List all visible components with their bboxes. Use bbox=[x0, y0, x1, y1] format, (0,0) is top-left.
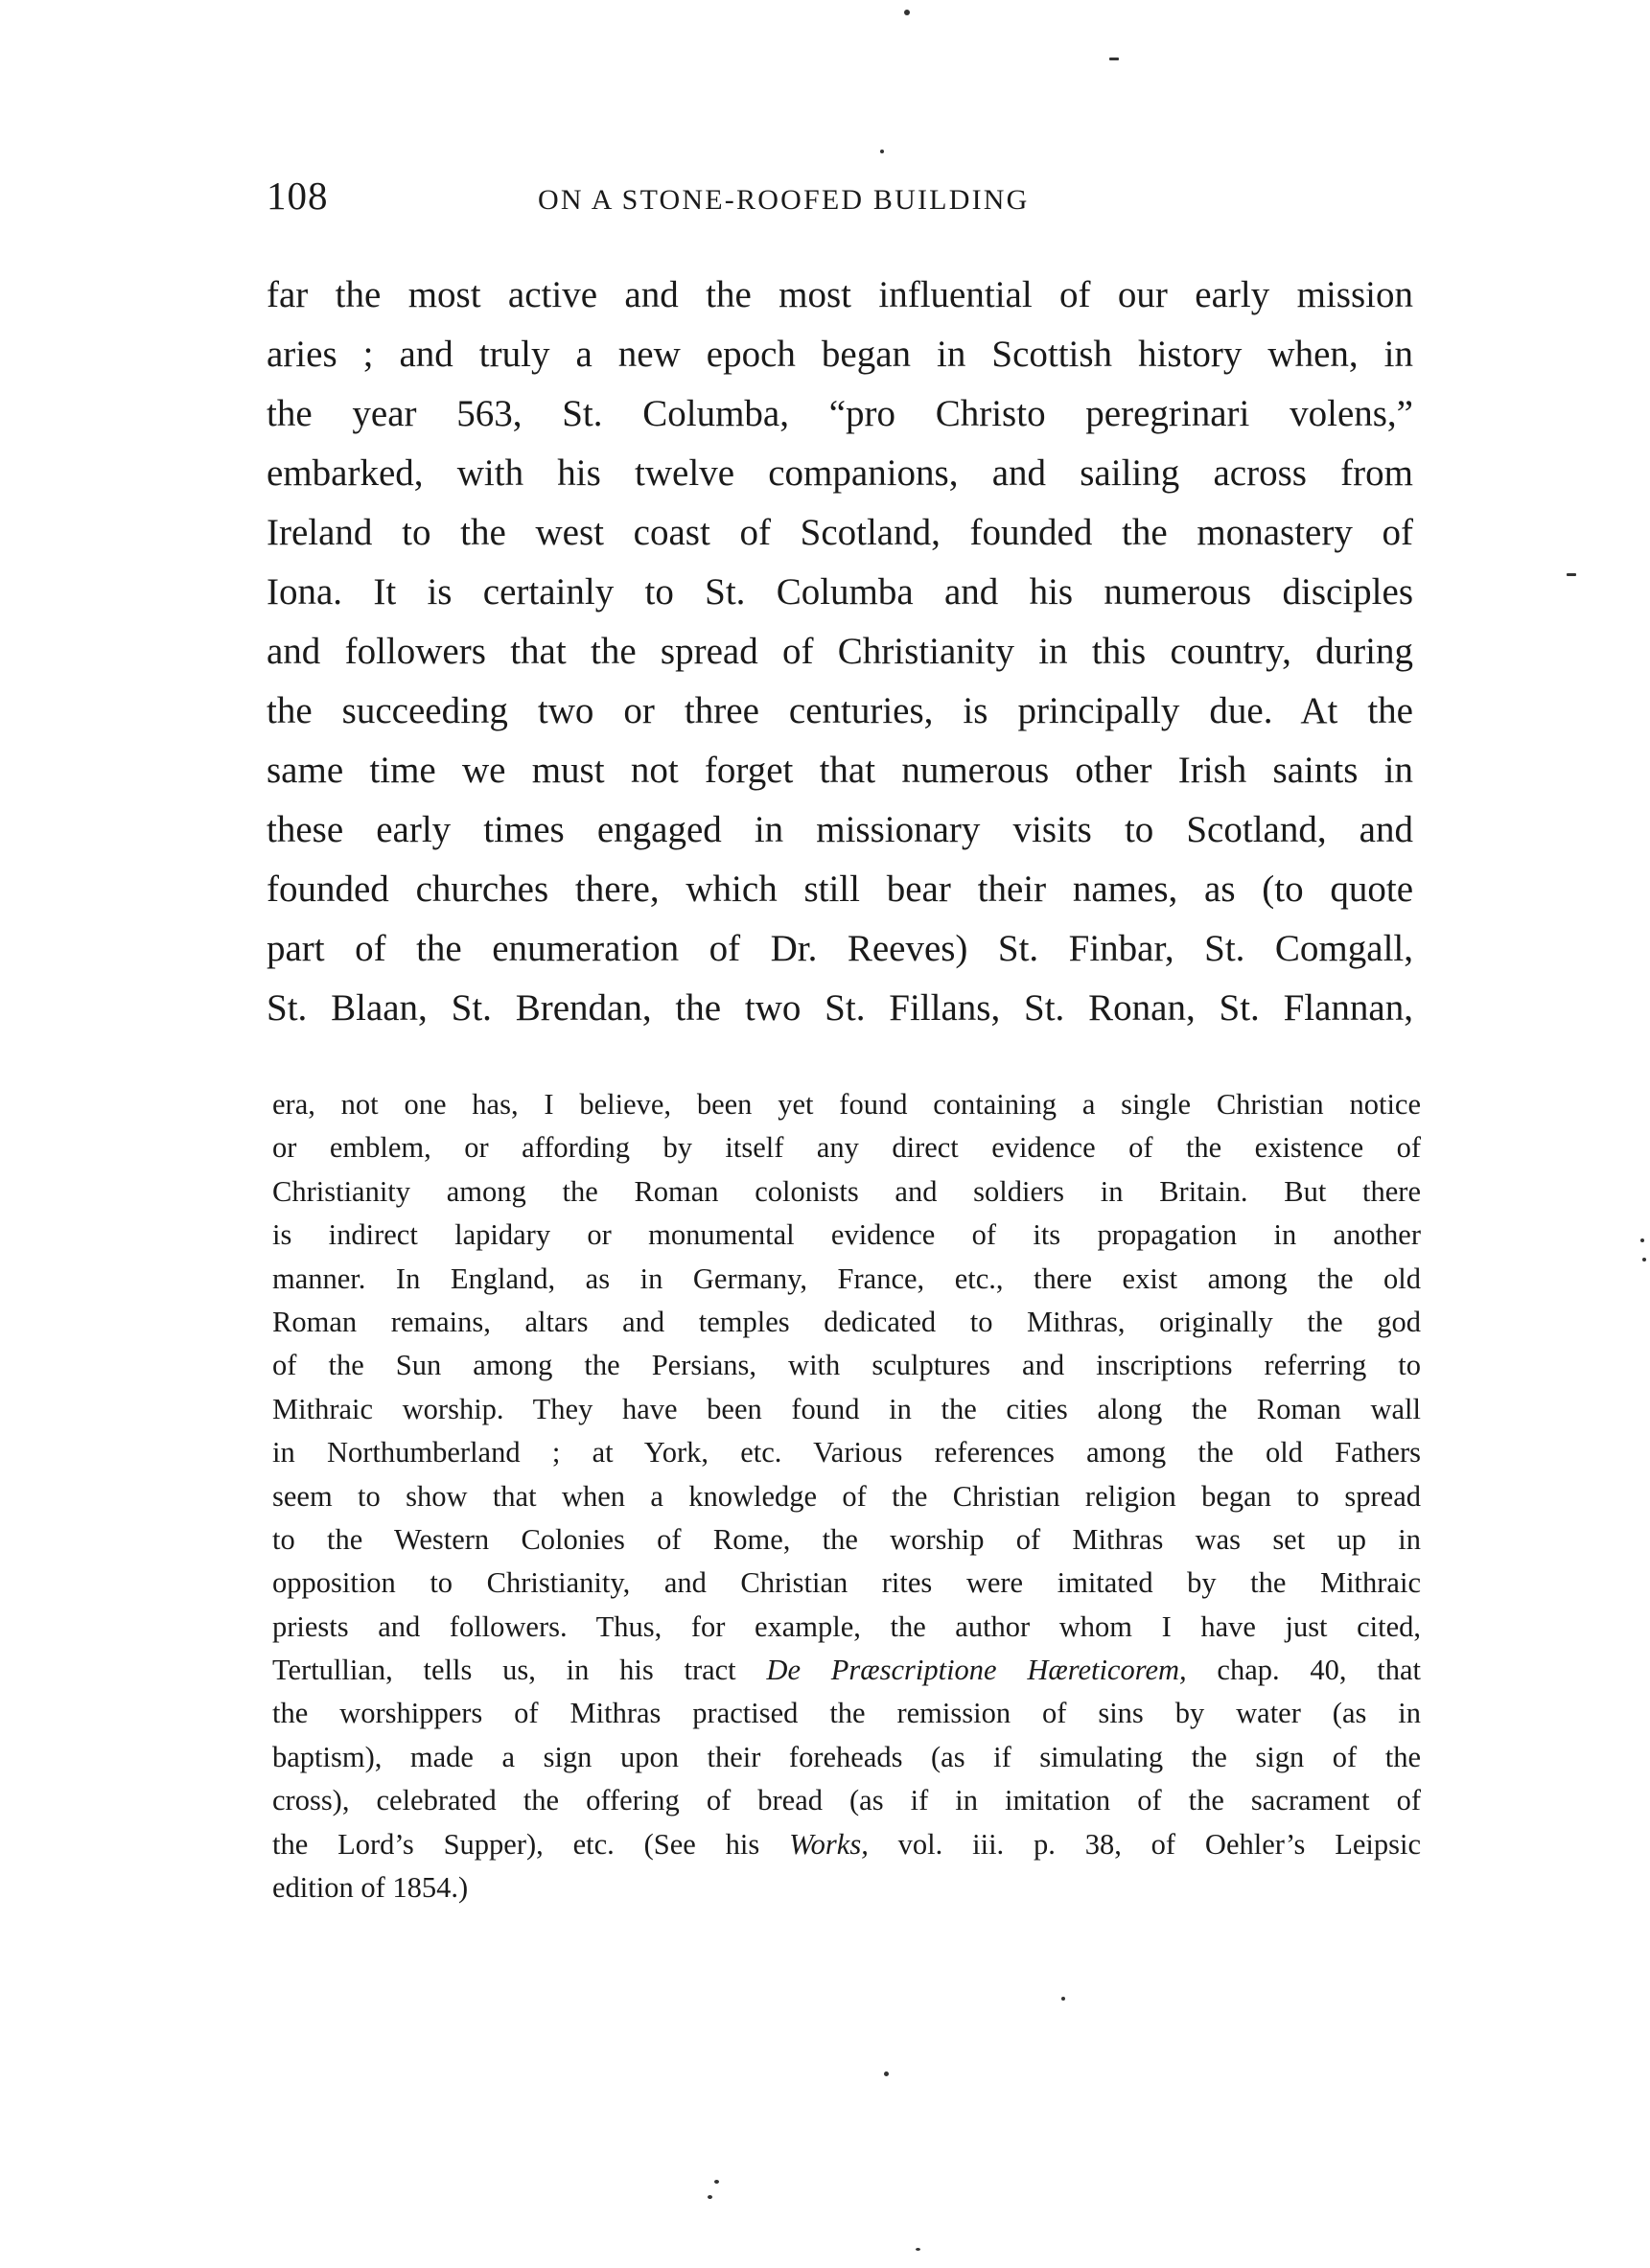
footnote-line bbox=[272, 1562, 1421, 1605]
footnote-line bbox=[272, 1606, 1421, 1649]
body-text bbox=[267, 266, 1413, 1038]
footnote-text: Tertullian, tells us, in his tract bbox=[272, 1654, 767, 1687]
scan-speck bbox=[1109, 58, 1119, 60]
footnote-line bbox=[272, 1518, 1421, 1562]
page-number: 108 bbox=[267, 174, 329, 218]
scan-speck bbox=[714, 2180, 719, 2184]
footnote-text: to the Western Colonies of Rome, the worship of Mithras was set up in bbox=[272, 1522, 1421, 1556]
running-head: ON A STONE-ROOFED BUILDING bbox=[538, 184, 1030, 216]
footnote-text: Christianity among the Roman colonists and soldiers in Britain. But there bbox=[272, 1174, 1421, 1208]
footnote-text: Mithraic worship. They have been found in the cities along the Roman wall bbox=[272, 1392, 1421, 1425]
page-header bbox=[267, 173, 1417, 230]
footnote-line bbox=[272, 1258, 1421, 1301]
scan-speck bbox=[1640, 1238, 1644, 1242]
body-line: and followers that the spread of Christianity in this country, during bbox=[267, 631, 1413, 672]
body-line: founded churches there, which still bear their names, as (to quote bbox=[267, 868, 1413, 910]
scan-speck bbox=[1642, 1258, 1646, 1261]
scan-speck bbox=[708, 2195, 712, 2199]
footnote-text: opposition to Christianity, and Christian rites were imitated by the Mithraic bbox=[272, 1566, 1421, 1600]
body-line: the succeeding two or three centuries, is principally due. At the bbox=[267, 690, 1413, 731]
footnote-line bbox=[272, 1214, 1421, 1257]
footnote-text: the Lord’s Supper), etc. (See his bbox=[272, 1827, 790, 1861]
footnote-text: edition of 1854.) bbox=[272, 1871, 469, 1905]
footnote-line bbox=[272, 1301, 1421, 1344]
footnote-line bbox=[272, 1866, 1421, 1909]
body-line: part of the enumeration of Dr. Reeves) St. Finbar, St. Comgall, bbox=[267, 928, 1413, 969]
footnote-line bbox=[272, 1170, 1421, 1214]
footnote-line bbox=[272, 1344, 1421, 1387]
footnote-line bbox=[272, 1692, 1421, 1735]
footnote-line bbox=[272, 1736, 1421, 1779]
footnote-line bbox=[272, 1388, 1421, 1431]
scan-speck bbox=[904, 10, 910, 15]
footnote-text: or emblem, or affording by itself any direct evidence of the existence of bbox=[272, 1131, 1421, 1165]
footnote-text: of the Sun among the Persians, with sculptures and inscriptions referring to bbox=[272, 1349, 1421, 1382]
body-line: St. Blaan, St. Brendan, the two St. Fillans, St. Ronan, St. Flannan, bbox=[267, 987, 1413, 1029]
scan-speck bbox=[1567, 573, 1576, 576]
body-line: Iona. It is certainly to St. Columba and his numerous disciples bbox=[267, 571, 1413, 613]
footnote-line bbox=[272, 1126, 1421, 1169]
scan-speck bbox=[880, 150, 884, 153]
footnote-text: baptism), made a sign upon their foreheads (as if simulating the sign of the bbox=[272, 1740, 1421, 1773]
body-line: far the most active and the most influential of our early mission bbox=[267, 274, 1413, 315]
footnote-text: manner. In England, as in Germany, France, etc., there exist among the old bbox=[272, 1261, 1421, 1295]
footnote-text: vol. iii. p. 38, of Oehler’s Leipsic bbox=[868, 1827, 1421, 1861]
body-line: Ireland to the west coast of Scotland, founded the monastery of bbox=[267, 512, 1413, 553]
body-line: these early times engaged in missionary visits to Scotland, and bbox=[267, 809, 1413, 850]
body-line: aries ; and truly a new epoch began in Scottish history when, in bbox=[267, 334, 1413, 375]
scan-speck bbox=[884, 2071, 889, 2076]
footnote-line bbox=[272, 1649, 1421, 1692]
footnote-text: era, not one has, I believe, been yet found containing a single Christian notice bbox=[272, 1088, 1421, 1121]
footnote-text: chap. 40, that bbox=[1186, 1654, 1422, 1687]
footnote-text: in Northumberland ; at York, etc. Various references among the old Fathers bbox=[272, 1436, 1421, 1470]
footnote-italic-title: De Præscriptione Hæreticorem, bbox=[766, 1654, 1187, 1687]
footnote-text: Roman remains, altars and temples dedicated to Mithras, originally the god bbox=[272, 1305, 1421, 1338]
footnote-text: cross), celebrated the offering of bread (as if in imitation of the sacrament of bbox=[272, 1784, 1421, 1817]
scan-speck bbox=[916, 2248, 920, 2251]
body-line: embarked, with his twelve companions, and sailing across from bbox=[267, 452, 1413, 494]
footnote bbox=[272, 1083, 1421, 1909]
scan-speck bbox=[1061, 1997, 1065, 2001]
footnote-text: seem to show that when a knowledge of the Christian religion began to spread bbox=[272, 1479, 1421, 1513]
footnote-line bbox=[272, 1431, 1421, 1474]
footnote-line bbox=[272, 1083, 1421, 1126]
footnote-line bbox=[272, 1779, 1421, 1822]
footnote-italic-title: Works, bbox=[789, 1827, 869, 1861]
footnote-line bbox=[272, 1823, 1421, 1866]
footnote-text: priests and followers. Thus, for example, the author whom I have just cited, bbox=[272, 1609, 1421, 1643]
body-line: the year 563, St. Columba, “pro Christo peregrinari volens,” bbox=[267, 393, 1413, 434]
footnote-text: is indirect lapidary or monumental evidence of its propagation in another bbox=[272, 1218, 1421, 1252]
footnote-text: the worshippers of Mithras practised the remission of sins by water (as in bbox=[272, 1697, 1421, 1730]
body-line: same time we must not forget that numerous other Irish saints in bbox=[267, 750, 1413, 791]
footnote-line bbox=[272, 1475, 1421, 1518]
